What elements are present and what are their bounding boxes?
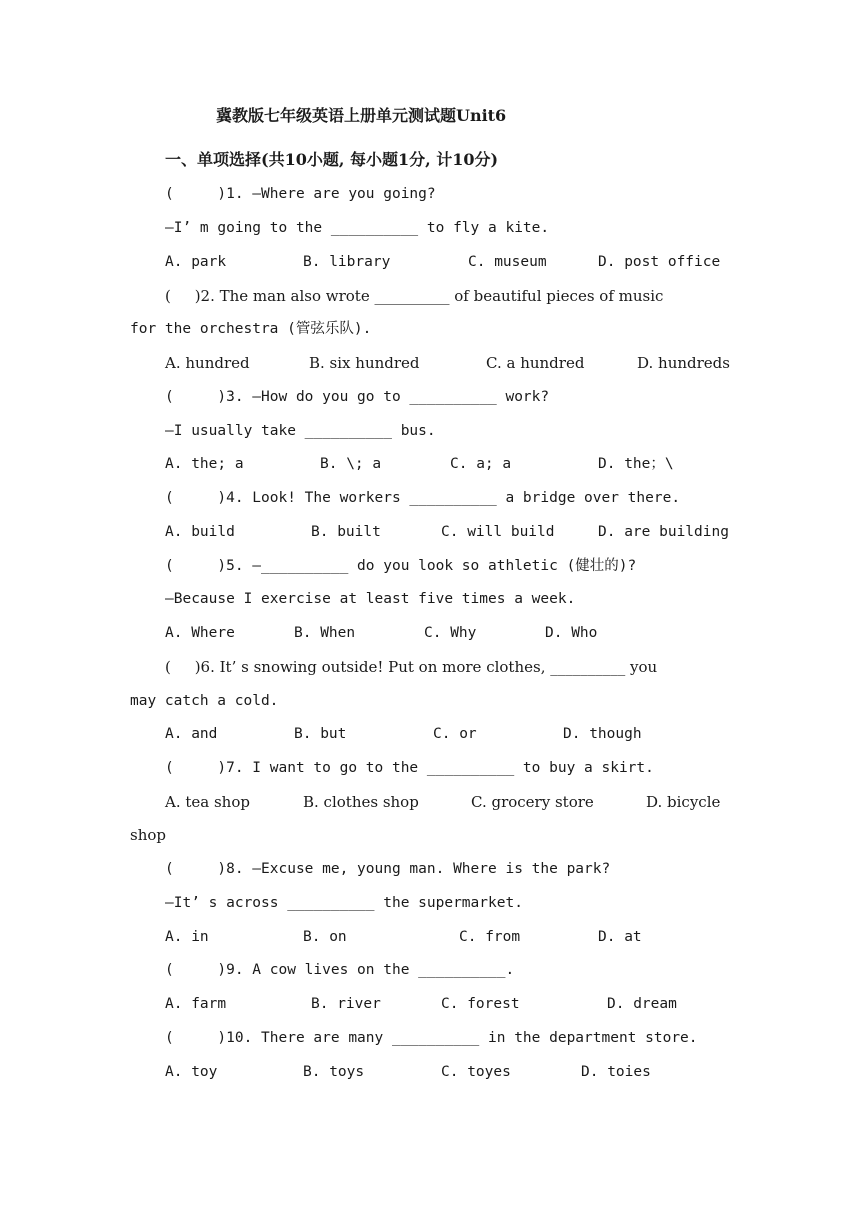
question-4-option-d: D. are building <box>598 524 729 540</box>
question-8-option-a: A. in <box>165 929 209 945</box>
question-7-option-d-continued: shop <box>130 826 166 844</box>
question-7-stem-line-1: ( )7. I want to go to the __________ to buy a skirt. <box>165 760 654 776</box>
question-6-stem-line-1: ( )6. It’ s snowing outside! Put on more clothes, __________ you <box>165 658 658 676</box>
question-9-option-b: B. river <box>311 996 381 1012</box>
section-heading: 一、单项选择(共10小题, 每小题1分, 计10分) <box>165 150 499 169</box>
question-3-option-b: B. \; a <box>320 456 382 472</box>
question-7-option-a: A. tea shop <box>165 793 250 811</box>
question-2-option-a: A. hundred <box>165 354 250 372</box>
question-3-stem-line-1: ( )3. —How do you go to __________ work? <box>165 389 550 405</box>
question-7-option-d: D. bicycle <box>646 793 721 811</box>
question-2-option-b: B. six hundred <box>309 354 420 372</box>
question-10-option-d: D. toies <box>581 1064 651 1080</box>
question-3-option-a: A. the; a <box>165 456 244 472</box>
question-5-option-d: D. Who <box>545 625 598 641</box>
question-8-option-b: B. on <box>303 929 347 945</box>
question-5-stem-line-2: —Because I exercise at least five times a week. <box>165 591 576 607</box>
question-1-option-d: D. post office <box>598 254 721 270</box>
question-2-stem-line-1: ( )2. The man also wrote __________ of beautiful pieces of music <box>165 287 664 305</box>
question-5-stem-line-1: ( )5. —__________ do you look so athletic (健壮的)? <box>165 558 637 574</box>
question-7-option-c: C. grocery store <box>471 793 594 811</box>
question-2-option-c: C. a hundred <box>486 354 585 372</box>
question-9-option-a: A. farm <box>165 996 227 1012</box>
question-10-option-a: A. toy <box>165 1064 218 1080</box>
question-9-option-d: D. dream <box>607 996 677 1012</box>
question-9-option-c: C. forest <box>441 996 520 1012</box>
question-3-option-d: D. the；\ <box>598 456 674 472</box>
question-6-option-b: B. but <box>294 726 347 742</box>
question-8-option-d: D. at <box>598 929 642 945</box>
question-8-option-c: C. from <box>459 929 521 945</box>
question-2-option-d: D. hundreds <box>637 354 730 372</box>
question-5-option-c: C. Why <box>424 625 477 641</box>
question-9-stem-line-1: ( )9. A cow lives on the __________. <box>165 962 515 978</box>
question-1-stem-line-1: ( )1. —Where are you going? <box>165 186 436 202</box>
question-1-option-a: A. park <box>165 254 227 270</box>
question-2-stem-line-2: for the orchestra (管弦乐队). <box>130 321 372 337</box>
question-8-stem-line-2: —It’ s across __________ the supermarket. <box>165 895 523 911</box>
question-10-stem-line-1: ( )10. There are many __________ in the department store. <box>165 1030 698 1046</box>
question-10-option-c: C. toyes <box>441 1064 511 1080</box>
question-1-option-c: C. museum <box>468 254 547 270</box>
question-5-option-b: B. When <box>294 625 356 641</box>
question-7-option-b: B. clothes shop <box>303 793 419 811</box>
question-6-stem-line-2: may catch a cold. <box>130 693 279 709</box>
question-6-option-c: C. or <box>433 726 477 742</box>
question-4-option-a: A. build <box>165 524 235 540</box>
question-1-stem-line-2: —I’ m going to the __________ to fly a kite. <box>165 220 550 236</box>
question-6-option-a: A. and <box>165 726 218 742</box>
question-6-option-d: D. though <box>563 726 642 742</box>
document-title: 冀教版七年级英语上册单元测试题Unit6 <box>216 106 507 125</box>
question-3-option-c: C. a; a <box>450 456 512 472</box>
question-1-option-b: B. library <box>303 254 391 270</box>
question-4-option-b: B. built <box>311 524 381 540</box>
question-3-stem-line-2: —I usually take __________ bus. <box>165 423 436 439</box>
question-8-stem-line-1: ( )8. —Excuse me, young man. Where is the park? <box>165 861 611 877</box>
question-5-option-a: A. Where <box>165 625 235 641</box>
question-4-stem-line-1: ( )4. Look! The workers __________ a bridge over there. <box>165 490 681 506</box>
question-10-option-b: B. toys <box>303 1064 365 1080</box>
question-4-option-c: C. will build <box>441 524 555 540</box>
